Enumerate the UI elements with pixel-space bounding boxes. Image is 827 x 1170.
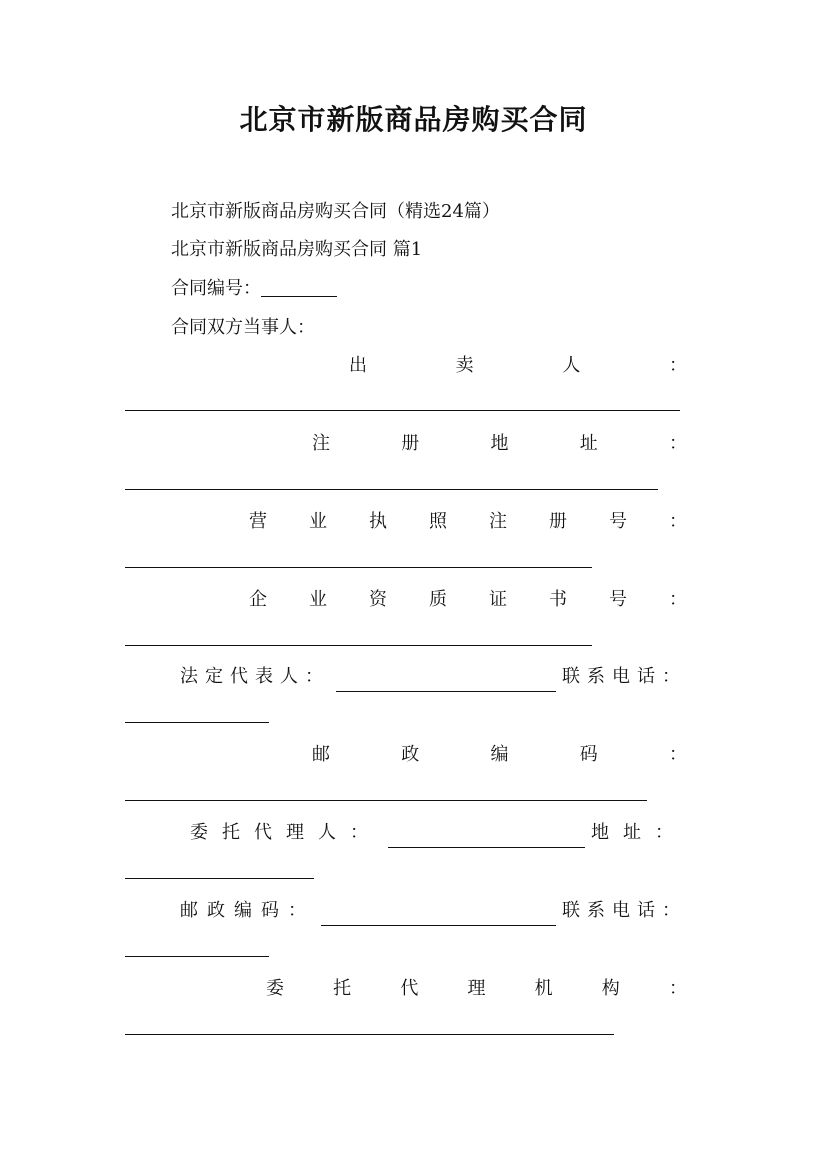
parties-label: 合同双方当事人： [171,317,315,338]
document-title: 北京市新版商品房购买合同 [239,103,588,136]
agent-field[interactable] [388,827,585,848]
legal-rep-phone-field[interactable] [125,722,269,723]
contract-number-row [171,274,337,304]
agent-address-field[interactable] [125,878,314,879]
postal-code-field[interactable] [125,800,647,801]
seller-label: 出 卖 人 ： [349,355,687,376]
agency-label: 委 托 代 理 机 构 ： [266,978,687,999]
seller-field[interactable] [125,410,680,411]
document-subtitle: 北京市新版商品房购买合同（精选24篇） [171,201,500,222]
agent-address-label: 地址： [591,822,687,843]
registered-address-label: 注 册 地 址 ： [312,433,687,454]
contract-number-field[interactable] [261,276,337,297]
qualification-cert-label: 企 业 资 质 证 书 号 ： [249,589,687,610]
agent-postal-row [180,896,687,926]
agent-phone-field[interactable] [125,956,269,957]
legal-rep-row [180,662,687,692]
postal-code-label: 邮 政 编 码 ： [312,744,687,765]
section-heading: 北京市新版商品房购买合同 篇1 [171,239,423,260]
legal-rep-phone-label: 联系电话： [562,666,687,687]
agent-label: 委托代理人： [190,822,382,843]
agent-phone-label: 联系电话： [562,900,687,921]
business-license-label: 营 业 执 照 注 册 号 ： [249,511,687,532]
contract-number-label: 合同编号： [171,278,261,299]
legal-rep-label: 法定代表人： [180,666,330,687]
agency-field[interactable] [125,1034,614,1035]
agent-postal-field[interactable] [321,905,556,926]
business-license-field[interactable] [125,567,592,568]
agent-row [190,818,687,848]
legal-rep-field[interactable] [336,671,556,692]
agent-postal-label: 邮政编码： [180,900,315,921]
qualification-cert-field[interactable] [125,645,592,646]
registered-address-field[interactable] [125,489,658,490]
